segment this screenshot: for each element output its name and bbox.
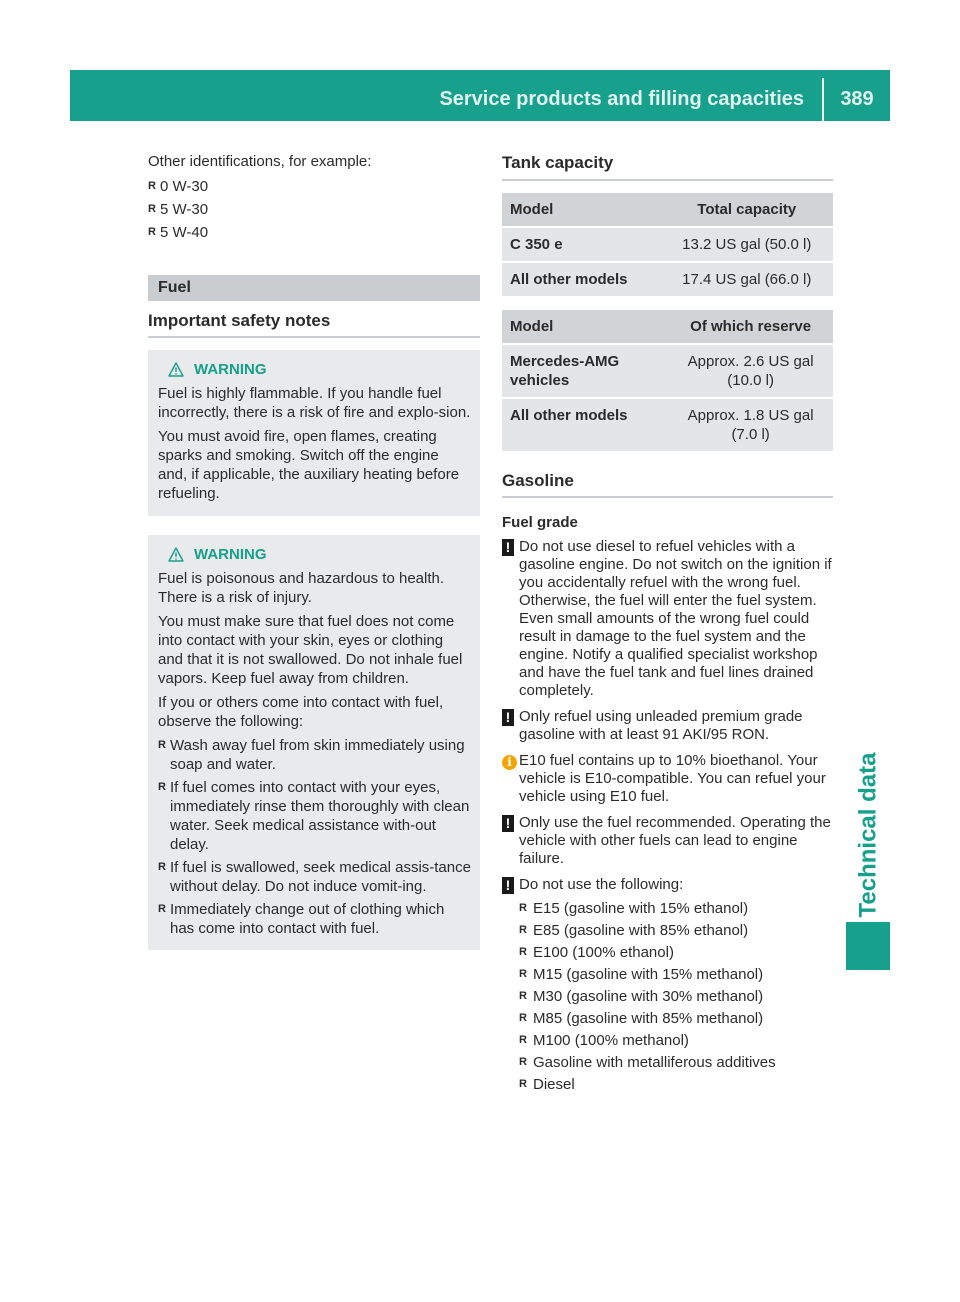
bullet-icon: R	[519, 902, 527, 914]
table-header-row	[502, 193, 833, 226]
bullet-icon: R	[148, 203, 156, 215]
list-item	[519, 899, 833, 918]
bullet-icon: R	[148, 226, 156, 238]
list-item-text: 5 W-30	[160, 201, 209, 218]
value-cell: Approx. 2.6 US gal (10.0 l)	[668, 345, 833, 397]
warning-box	[148, 535, 480, 950]
value-cell: Approx. 1.8 US gal (7.0 l)	[668, 399, 833, 451]
header-title: Service products and filling capacities	[439, 88, 804, 110]
list-item-text: Gasoline with metalliferous additives	[533, 1054, 776, 1071]
value-cell: 13.2 US gal (50.0 l)	[661, 228, 833, 261]
note-text: Do not use diesel to refuel vehicles with a gasoline engine. Do not switch on the ignition if you accidentally refuel with the wrong fuel. Otherwise, the fuel will enter the fuel system. Even small amounts of the wrong fuel could result in damage to the fuel system and the engine. Notify a qualified specialist workshop and have the fuel tank and fuel lines drained completely.	[519, 538, 832, 699]
side-tab-marker	[846, 922, 890, 970]
list-item-text: E15 (gasoline with 15% ethanol)	[533, 900, 749, 917]
list-item-text: E100 (100% ethanol)	[533, 944, 674, 961]
info-icon: i	[502, 755, 517, 770]
reserve-capacity-table	[502, 308, 833, 453]
model-cell: All other models	[502, 263, 661, 296]
note-text: Only use the fuel recommended. Operating the vehicle with other fuels can lead to engine failure.	[519, 814, 831, 867]
bullet-icon: R	[519, 946, 527, 958]
page-header	[70, 70, 890, 121]
side-tab-label	[846, 752, 890, 918]
tank-capacity-heading: Tank capacity	[502, 152, 833, 181]
list-item	[519, 987, 833, 1006]
bullet-icon: R	[519, 968, 527, 980]
list-item-text: Diesel	[533, 1076, 575, 1093]
exclamation-icon: !	[502, 815, 514, 832]
caution-note	[502, 538, 833, 700]
warning-triangle-icon	[168, 547, 184, 562]
value-cell: 17.4 US gal (66.0 l)	[661, 263, 833, 296]
model-cell: All other models	[502, 399, 668, 451]
gasoline-heading: Gasoline	[502, 453, 833, 498]
section-heading: Fuel	[148, 275, 480, 301]
fuel-grade-heading: Fuel grade	[502, 514, 578, 531]
list-item-text: E85 (gasoline with 85% ethanol)	[533, 922, 749, 939]
list-item	[158, 900, 472, 938]
page-number: 389	[840, 88, 874, 110]
total-capacity-table	[502, 191, 833, 298]
bullet-icon: R	[158, 861, 166, 873]
table-row	[502, 345, 833, 397]
warning-label: WARNING	[194, 546, 267, 563]
list-item	[148, 200, 480, 219]
bullet-icon: R	[519, 1078, 527, 1090]
model-cell: Mercedes-AMG vehicles	[502, 345, 668, 397]
list-item	[519, 1031, 833, 1050]
list-item-text: M30 (gasoline with 30% methanol)	[533, 988, 764, 1005]
list-item-text: If fuel is swallowed, seek medical assis-tance without delay. Do not induce vomit-ing.	[170, 859, 471, 895]
warning-paragraph: Fuel is highly flammable. If you handle fuel incorrectly, there is a risk of fire and explo-sion.	[158, 385, 471, 421]
warning-triangle-icon	[168, 362, 184, 377]
left-column	[148, 152, 480, 950]
note-text: Do not use the following:	[519, 876, 684, 893]
warning-box	[148, 350, 480, 516]
warning-paragraph: Fuel is poisonous and hazardous to health. There is a risk of injury.	[158, 570, 445, 606]
list-item-text: M100 (100% methanol)	[533, 1032, 689, 1049]
list-item-text: If fuel comes into contact with your eyes, immediately rinse them thoroughly with clean water. Seek medical assistance with-out delay.	[170, 779, 470, 853]
column-header: Of which reserve	[668, 310, 833, 343]
caution-note	[502, 876, 833, 895]
warning-paragraph: If you or others come into contact with fuel, observe the following:	[158, 694, 444, 730]
bullet-icon: R	[158, 739, 166, 751]
bullet-icon: R	[519, 924, 527, 936]
list-item	[519, 921, 833, 940]
list-item-text: Immediately change out of clothing which has come into contact with fuel.	[170, 901, 445, 937]
list-item-text: Wash away fuel from skin immediately using soap and water.	[170, 737, 465, 773]
list-item	[158, 858, 472, 896]
table-row	[502, 399, 833, 451]
list-item	[158, 736, 472, 774]
list-item	[519, 1053, 833, 1072]
warning-paragraph: You must make sure that fuel does not come into contact with your skin, eyes or clothing and that it is not swallowed. Do not inhale fuel vapors. Keep fuel away from children.	[158, 613, 463, 687]
bullet-icon: R	[519, 990, 527, 1002]
side-tab-text: Technical data	[854, 752, 882, 918]
bullet-icon: R	[519, 1056, 527, 1068]
bullet-icon: R	[158, 903, 166, 915]
list-item	[158, 778, 472, 854]
bullet-icon: R	[148, 180, 156, 192]
exclamation-icon: !	[502, 709, 514, 726]
caution-note	[502, 814, 833, 868]
list-item-text: 5 W-40	[160, 224, 209, 241]
column-header: Total capacity	[661, 193, 833, 226]
list-item	[519, 1075, 833, 1094]
warning-header	[158, 545, 472, 564]
note-text: E10 fuel contains up to 10% bioethanol. Your vehicle is E10-compatible. You can refuel your vehicle using E10 fuel.	[519, 752, 826, 805]
column-header: Model	[502, 310, 668, 343]
info-note	[502, 752, 833, 806]
note-text: Only refuel using unleaded premium grade gasoline with at least 91 AKI/95 RON.	[519, 708, 803, 743]
caution-note	[502, 708, 833, 744]
list-item-text: M15 (gasoline with 15% methanol)	[533, 966, 764, 983]
list-item	[148, 223, 480, 242]
bullet-icon: R	[519, 1012, 527, 1024]
bullet-icon: R	[158, 781, 166, 793]
table-header-row	[502, 310, 833, 343]
table-row	[502, 228, 833, 261]
table-row	[502, 263, 833, 296]
bullet-icon: R	[519, 1034, 527, 1046]
warning-label: WARNING	[194, 361, 267, 378]
model-cell: C 350 e	[502, 228, 661, 261]
intro-text: Other identifications, for example:	[148, 153, 372, 170]
list-item	[519, 943, 833, 962]
list-item-text: 0 W-30	[160, 178, 209, 195]
list-item-text: M85 (gasoline with 85% methanol)	[533, 1010, 764, 1027]
subheading: Important safety notes	[148, 301, 480, 338]
exclamation-icon: !	[502, 877, 514, 894]
column-header: Model	[502, 193, 661, 226]
right-column	[502, 152, 833, 1097]
list-item	[519, 965, 833, 984]
exclamation-icon: !	[502, 539, 514, 556]
list-item	[519, 1009, 833, 1028]
warning-paragraph: You must avoid fire, open flames, creating sparks and smoking. Switch off the engine and, if applicable, the auxiliary heating before refueling.	[158, 428, 460, 502]
list-item	[148, 177, 480, 196]
warning-header	[158, 360, 472, 379]
